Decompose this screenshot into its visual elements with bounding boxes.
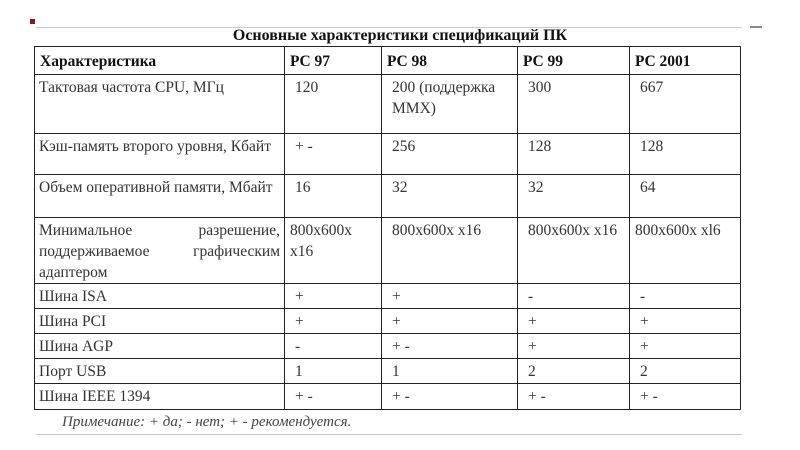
row-label: Шина AGP (35, 334, 285, 359)
table-row (35, 134, 741, 175)
specs-table (34, 46, 741, 410)
cell-value: + (518, 334, 630, 359)
table-row (35, 218, 741, 284)
cell-value (382, 75, 518, 134)
cell-value: + (382, 309, 518, 334)
row-label: Объем оперативной памяти, Мбайт (35, 175, 285, 218)
row-label: Кэш-память второго уровня, Кбайт (35, 134, 285, 175)
table-row (35, 384, 741, 410)
cell-value: - (285, 334, 382, 359)
row-label: Минимальное разрешение, поддерживаемое графическим адаптером (35, 218, 285, 284)
header-pc2001: PC 2001 (630, 47, 741, 75)
cell-value: 128 (518, 134, 630, 175)
cell-value: + - (285, 134, 382, 175)
row-label: Тактовая частота CPU, МГц (35, 75, 285, 134)
cell-value: 800x600x x16 (285, 218, 382, 284)
table-row (35, 334, 741, 359)
header-characteristic: Характеристика (35, 47, 285, 75)
cell-value: + - (285, 384, 382, 410)
footnote: Примечание: + да; - нет; + - рекомендуется. (62, 414, 352, 430)
cell-value: + - (382, 384, 518, 410)
header-pc99: PC 99 (518, 47, 630, 75)
cell-value: 800x600x x16 (382, 218, 518, 284)
cell-value: 800x600x xl6 (630, 218, 741, 284)
cell-value: + (630, 334, 741, 359)
row-label: Порт USB (35, 359, 285, 384)
cell-value: + (630, 309, 741, 334)
cell-value: - (630, 284, 741, 309)
cell-value: + (285, 309, 382, 334)
row-label: Шина IEEE 1394 (35, 384, 285, 410)
cell-value: 64 (630, 175, 741, 218)
cell-value: 128 (630, 134, 741, 175)
header-pc97: PC 97 (285, 47, 382, 75)
cell-value: 800x600x x16 (518, 218, 630, 284)
table-header-row (35, 47, 741, 75)
cell-value-text: 200 (поддержка MMX) (392, 79, 496, 117)
cell-value: 2 (630, 359, 741, 384)
row-label: Шина PCI (35, 309, 285, 334)
table-row (35, 359, 741, 384)
cell-value: + (518, 309, 630, 334)
table-row (35, 175, 741, 218)
table-row (35, 284, 741, 309)
cell-value: 667 (630, 75, 741, 134)
page-title: Основные характеристики спецификаций ПК (232, 27, 568, 44)
slide-bullet (30, 19, 35, 24)
cell-value: 32 (518, 175, 630, 218)
table-row (35, 75, 741, 134)
cell-value: 1 (382, 359, 518, 384)
header-pc98: PC 98 (382, 47, 518, 75)
cell-value: 256 (382, 134, 518, 175)
table-row (35, 309, 741, 334)
cell-value: 120 (285, 75, 382, 134)
cell-value: 2 (518, 359, 630, 384)
cell-value: + (382, 284, 518, 309)
row-label: Шина ISA (35, 284, 285, 309)
cell-value: + - (630, 384, 741, 410)
bottom-divider (36, 434, 742, 435)
cell-value: + - (518, 384, 630, 410)
cell-value: + - (382, 334, 518, 359)
cell-value: 300 (518, 75, 630, 134)
cell-value: 32 (382, 175, 518, 218)
cell-value: + (285, 284, 382, 309)
cell-value: - (518, 284, 630, 309)
cell-value: 16 (285, 175, 382, 218)
cell-value: 1 (285, 359, 382, 384)
